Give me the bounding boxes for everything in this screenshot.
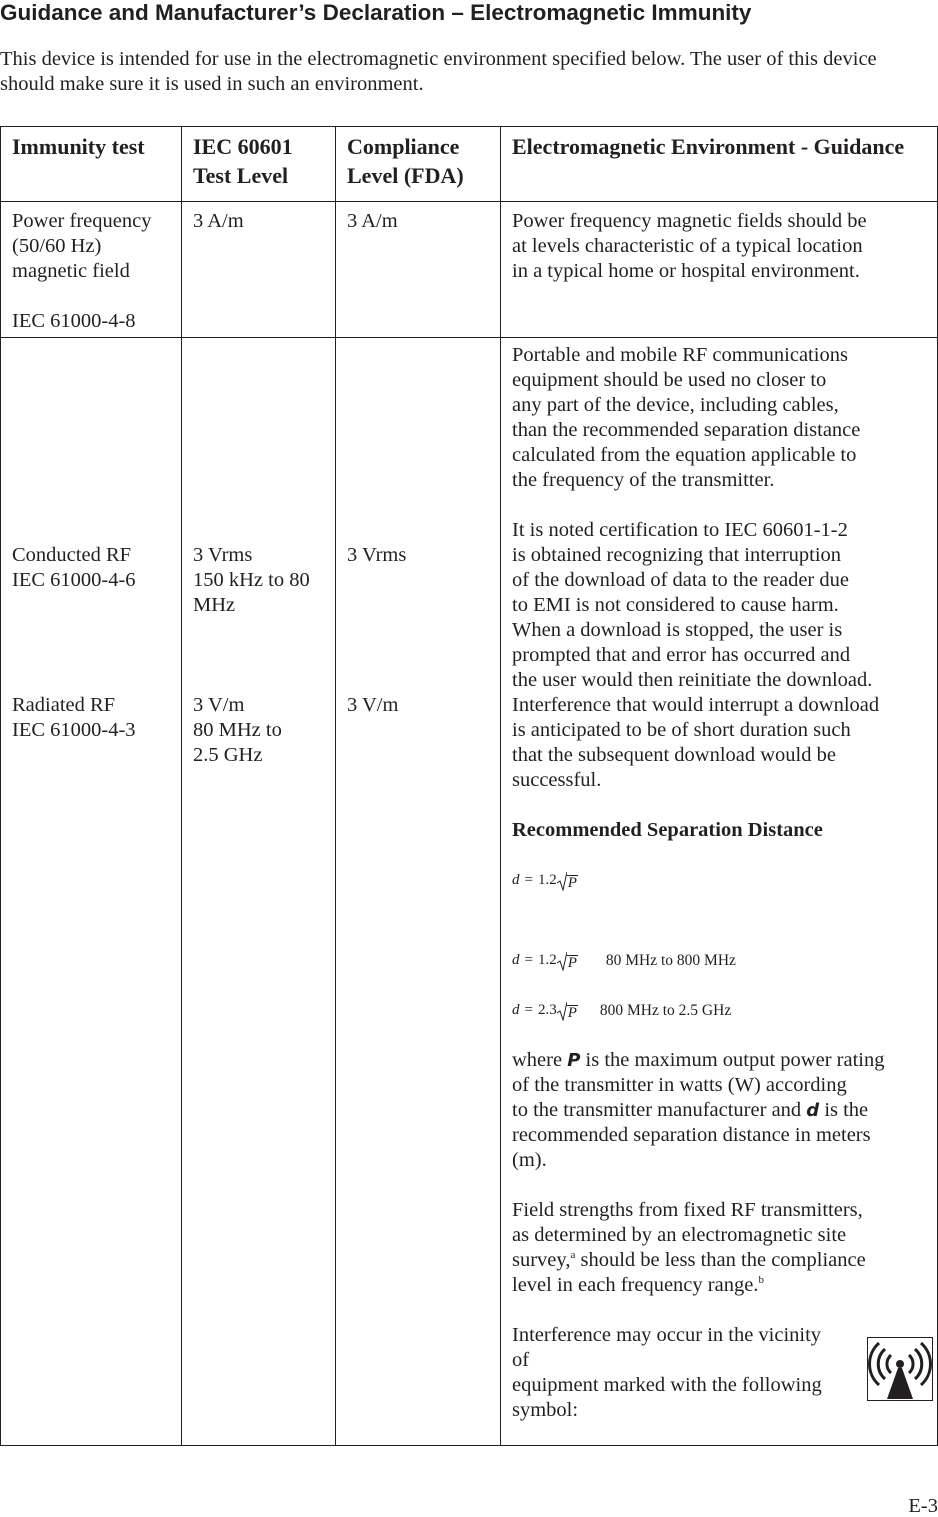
footnote-a: a [570,1249,576,1261]
field-strength-paragraph [512,1198,933,1298]
equation-operator: = [524,872,533,888]
equation-variable: d [512,872,520,888]
where-text-3: is the recommended separation distance in meters (m). [512,1099,871,1171]
radiated-rf-level: 3 V/m 80 MHz to 2.5 GHz [193,694,282,766]
radical-sign-icon [557,871,567,891]
equation-radicand: P [567,954,577,971]
table-row-rf [1,338,938,1446]
power-frequency-test-name: Power frequency (50/60 Hz) magnetic field [12,210,152,282]
guidance-separation-paragraph: Portable and mobile RF communications equipment should be used no closer to any part of the device, including cables, than the recommended separation distance calculated from the equation applicable to the frequency of the transmitter. [512,344,861,491]
equation-radicand: P [567,874,577,891]
equation-line-1 [512,868,933,893]
square-root [557,1001,578,1021]
cell-rf-level [182,338,336,1446]
cell-rf-test [1,338,182,1446]
cell-compliance: 3 A/m [336,202,501,338]
where-text-1: where [512,1049,568,1071]
header-compliance-level: Compliance Level (FDA) [336,127,501,202]
square-root [557,951,578,971]
cell-rf-guidance [501,338,938,1446]
interference-symbol-line [512,1323,933,1423]
table-row-power-frequency [1,202,938,338]
cell-test [1,202,182,338]
intro-paragraph: This device is intended for use in the electromagnetic environment specified below. The user of this device should make sure it is used in such an environment. [0,48,877,95]
frequency-range: 800 MHz to 2.5 GHz [599,1002,732,1019]
page-number: E-3 [908,1495,938,1517]
equation-line-3 [512,998,933,1023]
equation-coefficient: 1.2 [537,952,557,968]
non-ionizing-radiation-icon [867,1337,933,1401]
frequency-range: 80 MHz to 800 MHz [605,952,736,969]
equation-coefficient: 2.3 [537,1002,557,1018]
separation-equation [512,998,578,1023]
radiated-rf-compliance: 3 V/m [347,694,399,716]
interference-text: Interference may occur in the vicinity of equipment marked with the following symbol: [512,1324,822,1421]
distance-variable: d [806,1100,820,1121]
conducted-rf-level: 3 Vrms 150 kHz to 80 MHz [193,544,310,616]
equation-variable: d [512,952,520,968]
field-text-1: Field strengths from fixed RF transmitters, as determined by an electromagnetic site survey, [512,1199,863,1271]
equation-operator: = [524,952,533,968]
cell-rf-compliance [336,338,501,1446]
conducted-rf-compliance: 3 Vrms [347,544,407,566]
cell-guidance: Power frequency magnetic fields should be at levels characteristic of a typical location in a typical home or hospital environment. [501,202,938,338]
header-test-level: IEC 60601 Test Level [182,127,336,202]
square-root [557,871,578,891]
where-paragraph [512,1048,933,1173]
page-title: Guidance and Manufacturer’s Declaration – Electromagnetic Immunity [0,0,752,25]
equation-radicand: P [567,1004,577,1021]
guidance-certification-paragraph: It is noted certification to IEC 60601-1-2 is obtained recognizing that interruption of the download of data to the reader due to EMI is not considered to cause harm. When a download is stopped, the user is prompted that and error has occurred and the user would then reinitiate the download. Interference that would interrupt a download is anticipated to be of short duration such that the subsequent download would be successful. [512,519,880,791]
equation-variable: d [512,1002,520,1018]
cell-level: 3 A/m [182,202,336,338]
field-text-2: should be less than the compliance level in each frequency range. [512,1249,866,1296]
power-frequency-test-standard: IEC 61000-4-8 [12,310,136,332]
equation-operator: = [524,1002,533,1018]
header-immunity-test: Immunity test [1,127,182,202]
header-guidance: Electromagnetic Environment - Guidance [501,127,938,202]
equation-coefficient: 1.2 [537,872,557,888]
equation-line-2 [512,948,933,973]
immunity-table [0,126,938,1446]
table-header-row [1,127,938,202]
separation-equation [512,948,578,973]
conducted-rf-test: Conducted RF IEC 61000-4-6 [12,544,136,591]
where-text-2: is the maximum output power rating of the transmitter in watts (W) according to the transmitter manufacturer and [512,1049,885,1121]
power-variable: P [567,1050,581,1071]
recommended-distance-heading: Recommended Separation Distance [512,819,823,841]
radical-sign-icon [557,951,567,971]
radiated-rf-test: Radiated RF IEC 61000-4-3 [12,694,136,741]
separation-equation [512,868,578,893]
footnote-b: b [758,1274,764,1286]
radical-sign-icon [557,1001,567,1021]
